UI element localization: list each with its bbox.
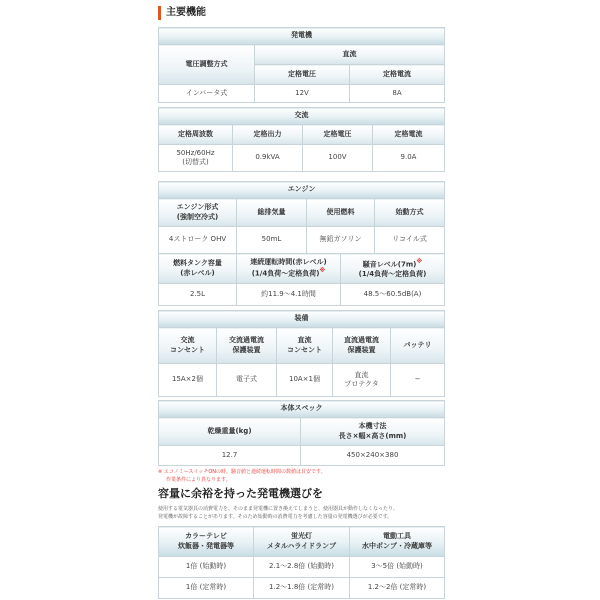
section-title: 主要機能 bbox=[158, 6, 206, 20]
equipment-table bbox=[158, 310, 445, 397]
capacity-cell: 1倍 (始動時) bbox=[159, 557, 254, 578]
engine-type-line2: (強制空冷式) bbox=[176, 212, 219, 221]
noise-value: 48.5〜60.5dB(A) bbox=[341, 284, 445, 306]
dc-current-value: 8A bbox=[350, 85, 445, 103]
tank-capacity-line1: 燃料タンク容量 bbox=[173, 259, 222, 268]
battery-label: バッテリ bbox=[391, 328, 445, 364]
voltage-method-label: 電圧調整方式 bbox=[159, 45, 255, 85]
capacity-header-line1: カラーテレビ bbox=[185, 532, 227, 541]
tank-capacity-value: 2.5L bbox=[159, 284, 237, 306]
noise-line1: 騒音レベル(7m) bbox=[362, 260, 417, 269]
capacity-header-tools bbox=[350, 527, 445, 557]
engine-type-line1: エンジン形式 bbox=[176, 203, 219, 212]
ac-title: 交流 bbox=[159, 108, 445, 125]
table-row bbox=[159, 557, 445, 578]
table-row bbox=[159, 578, 445, 599]
ac-outlet-line2: コンセント bbox=[170, 345, 205, 354]
footnote-line2: 作業条件により異なります。 bbox=[166, 477, 231, 483]
capacity-header-line1: 電動工具 bbox=[383, 532, 411, 541]
note-mark: ※ bbox=[416, 257, 423, 265]
dc-label: 直流 bbox=[255, 45, 445, 65]
dc-protection-label bbox=[333, 328, 391, 364]
engine-table bbox=[158, 181, 445, 254]
capacity-header-line2: 水中ポンプ・冷蔵庫等 bbox=[362, 541, 432, 550]
dc-outlet-label bbox=[277, 328, 333, 364]
capacity-header-line2: メタルハライドランプ bbox=[266, 541, 337, 550]
capacity-header-lamps bbox=[254, 527, 350, 557]
displacement-value: 50mL bbox=[237, 227, 307, 254]
footnote bbox=[158, 468, 448, 484]
fuel-table bbox=[158, 253, 445, 306]
dc-protection-value-line2: プロテクタ bbox=[344, 380, 379, 388]
start-method-value: リコイル式 bbox=[375, 227, 445, 254]
ac-outlet-label bbox=[159, 328, 217, 364]
ac-frequency-value bbox=[159, 145, 233, 172]
ac-protection-line2: 保護装置 bbox=[232, 345, 261, 354]
engine-type-value: 4ストローク OHV bbox=[159, 227, 237, 254]
runtime-line1: 連続運転時間(赤レベル) bbox=[250, 257, 327, 266]
capacity-table bbox=[158, 526, 445, 599]
capacity-cell: 2.1〜2.8倍 (始動時) bbox=[254, 557, 350, 578]
note-mark: ※ bbox=[319, 267, 326, 275]
dc-protection-line2: 保護装置 bbox=[347, 345, 376, 354]
ac-protection-label bbox=[217, 328, 277, 364]
dc-voltage-value: 12V bbox=[255, 85, 350, 103]
fuel-value: 無鉛ガソリン bbox=[307, 227, 375, 254]
runtime-line2: (1/4負荷〜定格負荷) bbox=[251, 269, 320, 278]
ac-header: 定格出力 bbox=[233, 125, 303, 145]
dimensions-label bbox=[301, 418, 445, 446]
equipment-title: 装備 bbox=[159, 311, 445, 328]
tank-capacity-line2: (赤レベル) bbox=[180, 268, 215, 277]
ac-frequency-line2: (切替式) bbox=[182, 158, 209, 166]
ac-table bbox=[158, 107, 445, 172]
noise-label bbox=[341, 254, 445, 284]
generator-table bbox=[158, 27, 445, 103]
body-spec-title: 本体スペック bbox=[159, 401, 445, 418]
runtime-label bbox=[237, 254, 341, 284]
generator-title: 発電機 bbox=[159, 28, 445, 45]
engine-type-label bbox=[159, 199, 237, 227]
capacity-cell: 1.2〜1.8倍 (定常時) bbox=[254, 578, 350, 599]
capacity-cell: 3〜5倍 (始動時) bbox=[350, 557, 445, 578]
ac-outlet-line1: 交流 bbox=[180, 336, 195, 345]
noise-line2: (1/4負荷〜定格負荷) bbox=[358, 269, 427, 278]
dc-protection-line1: 直流過電流 bbox=[344, 336, 379, 345]
capacity-paragraph bbox=[158, 505, 448, 521]
method-value: インバータ式 bbox=[159, 85, 255, 103]
dc-protection-value-line1: 直流 bbox=[354, 370, 369, 379]
capacity-cell: 1倍 (定常時) bbox=[159, 578, 254, 599]
dimensions-line2: 長さ×幅×高さ(mm) bbox=[338, 431, 407, 440]
capacity-header-line1: 蛍光灯 bbox=[291, 532, 312, 541]
paragraph-line2: 発電機が故障することがあります。そのため始動時の消費電力を考慮した容量の発電機選びが必要です。 bbox=[158, 514, 393, 520]
dimensions-value: 450×240×380 bbox=[301, 446, 445, 466]
body-spec-table bbox=[158, 400, 445, 466]
paragraph-line1: 使用する電気器具の消費電力を、そのまま発電機に置き換えてしまうと、使用器具が動作しなくなったり、 bbox=[158, 506, 399, 512]
weight-value: 12.7 bbox=[159, 446, 301, 466]
noise-line1-wrap bbox=[343, 258, 442, 270]
capacity-header-appliances bbox=[159, 527, 254, 557]
ac-header: 定格電流 bbox=[373, 125, 445, 145]
capacity-cell: 1.2〜2倍 (定常時) bbox=[350, 578, 445, 599]
capacity-header-line2: 炊飯器・発電器等 bbox=[178, 541, 234, 550]
ac-header: 定格周波数 bbox=[159, 125, 233, 145]
tank-capacity-label bbox=[159, 254, 237, 284]
ac-protection-line1: 交流過電流 bbox=[229, 336, 264, 345]
battery-value: − bbox=[391, 364, 445, 397]
runtime-line2-wrap bbox=[239, 267, 338, 279]
dc-outlet-value: 10A×1個 bbox=[277, 364, 333, 397]
dc-outlet-line1: 直流 bbox=[297, 336, 312, 345]
weight-label: 乾燥重量(kg) bbox=[159, 418, 301, 446]
displacement-label: 総排気量 bbox=[237, 199, 307, 227]
ac-current-value: 9.0A bbox=[373, 145, 445, 172]
rated-current-label: 定格電流 bbox=[350, 65, 445, 85]
ac-header: 定格電圧 bbox=[303, 125, 373, 145]
capacity-headline: 容量に余裕を持った発電機選びを bbox=[158, 487, 323, 500]
rated-voltage-label: 定格電圧 bbox=[255, 65, 350, 85]
ac-voltage-value: 100V bbox=[303, 145, 373, 172]
dimensions-line1: 本機寸法 bbox=[358, 422, 387, 431]
footnote-line1: ※ エコノミースイッチONの時。騒音値と連続運転時間の数値は目安です。 bbox=[158, 469, 326, 475]
runtime-value: 約11.9〜4.1時間 bbox=[237, 284, 341, 306]
ac-outlet-value: 15A×2個 bbox=[159, 364, 217, 397]
ac-protection-value: 電子式 bbox=[217, 364, 277, 397]
fuel-label: 使用燃料 bbox=[307, 199, 375, 227]
ac-frequency-line1: 50Hz/60Hz bbox=[176, 148, 215, 157]
start-method-label: 始動方式 bbox=[375, 199, 445, 227]
dc-outlet-line2: コンセント bbox=[287, 345, 322, 354]
engine-title: エンジン bbox=[159, 182, 445, 199]
dc-protection-value bbox=[333, 364, 391, 397]
ac-output-value: 0.9kVA bbox=[233, 145, 303, 172]
